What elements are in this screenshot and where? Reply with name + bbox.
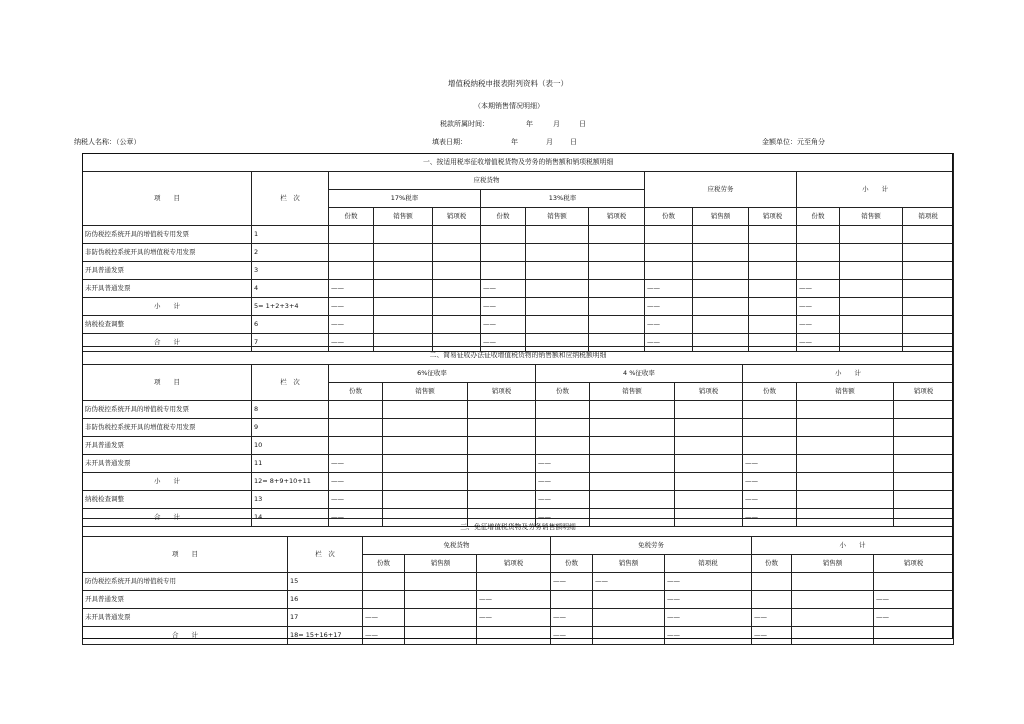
section2-subcol-header: 销项税: [894, 383, 954, 401]
dash-cell: ——: [329, 455, 383, 473]
dash-cell: ——: [797, 298, 840, 316]
row-lanci: 7: [252, 334, 329, 352]
dash-cell: ——: [645, 316, 693, 334]
row-lanci: 3: [252, 262, 329, 280]
input-cell[interactable]: [797, 455, 894, 473]
input-cell[interactable]: [749, 298, 797, 316]
row-lanci: 6: [252, 316, 329, 334]
section1-subcol-header: 销售额: [693, 208, 749, 226]
input-cell[interactable]: [645, 262, 693, 280]
section3-col-lanci: 栏 次: [288, 537, 363, 573]
section1-rate13: 13%税率: [481, 190, 645, 208]
section3-subcol-header: 份数: [752, 555, 792, 573]
input-cell[interactable]: [329, 419, 383, 437]
row-item-label: 合 计: [83, 509, 252, 527]
row-item-label: 防伪税控系统开具的增值税专用发票: [83, 401, 252, 419]
table-row: [83, 401, 954, 419]
form-title: 增值税纳税申报表附列资料（表一）: [448, 79, 568, 88]
dash-cell: ——: [797, 280, 840, 298]
section1-subcol-header: 销项税: [589, 208, 645, 226]
section2-subcol-header: 销售额: [797, 383, 894, 401]
row-item-label: 防伪税控系统开具的增值税专用: [83, 573, 288, 591]
input-cell[interactable]: [329, 401, 383, 419]
dash-cell: ——: [481, 298, 526, 316]
period-year: 年: [526, 120, 533, 128]
row-item-label: 纳税检查调整: [83, 491, 252, 509]
table-row: [83, 627, 954, 645]
input-cell[interactable]: [590, 473, 675, 491]
dash-cell: ——: [536, 491, 590, 509]
input-cell[interactable]: [363, 591, 405, 609]
dash-cell: ——: [593, 573, 665, 591]
table-row: [83, 455, 954, 473]
section1-title: 一、按适用税率征收增值税货物及劳务的销售额和销项税额明细: [83, 154, 954, 172]
input-cell[interactable]: [645, 226, 693, 244]
row-item-label: 未开具普通发票: [83, 455, 252, 473]
input-cell[interactable]: [675, 419, 743, 437]
row-lanci: 8: [252, 401, 329, 419]
input-cell[interactable]: [749, 280, 797, 298]
section1-subcol-header: 销售额: [526, 208, 589, 226]
input-cell[interactable]: [383, 437, 468, 455]
input-cell[interactable]: [329, 226, 374, 244]
input-cell[interactable]: [749, 316, 797, 334]
input-cell[interactable]: [589, 244, 645, 262]
dash-cell: ——: [329, 334, 374, 352]
dash-cell: ——: [329, 491, 383, 509]
input-cell[interactable]: [675, 491, 743, 509]
row-item-label: 未开具普通发票: [83, 280, 252, 298]
row-item-label: 防伪税控系统开具的增值税专用发票: [83, 226, 252, 244]
input-cell[interactable]: [590, 455, 675, 473]
section1-subcol-header: 销项税: [903, 208, 954, 226]
input-cell[interactable]: [481, 244, 526, 262]
input-cell[interactable]: [797, 491, 894, 509]
dash-cell: ——: [743, 491, 797, 509]
table-row: [83, 316, 954, 334]
input-cell[interactable]: [894, 401, 954, 419]
row-lanci: 1: [252, 226, 329, 244]
input-cell[interactable]: [693, 226, 749, 244]
input-cell[interactable]: [693, 262, 749, 280]
row-item-label: 合 计: [83, 334, 252, 352]
section1-subcol-header: 销售额: [840, 208, 903, 226]
input-cell[interactable]: [433, 280, 481, 298]
dash-cell: ——: [329, 298, 374, 316]
section3-subcol-header: 销售额: [792, 555, 874, 573]
input-cell[interactable]: [589, 226, 645, 244]
row-lanci: 12= 8+9+10+11: [252, 473, 329, 491]
input-cell[interactable]: [752, 591, 792, 609]
dash-cell: ——: [329, 280, 374, 298]
section1-subcol-header: 销项税: [749, 208, 797, 226]
input-cell[interactable]: [874, 573, 954, 591]
input-cell[interactable]: [749, 226, 797, 244]
section2-subtotal-head: 小 计: [743, 365, 954, 383]
input-cell[interactable]: [468, 491, 536, 509]
input-cell[interactable]: [526, 262, 589, 280]
dash-cell: ——: [645, 280, 693, 298]
input-cell[interactable]: [329, 437, 383, 455]
row-lanci: 11: [252, 455, 329, 473]
section2-col-lanci: 栏 次: [252, 365, 329, 401]
input-cell[interactable]: [526, 280, 589, 298]
row-item-label: 开具普通发票: [83, 591, 288, 609]
input-cell[interactable]: [874, 627, 954, 645]
section2-subcol-header: 销售额: [590, 383, 675, 401]
dash-cell: ——: [536, 509, 590, 527]
table-row: [83, 280, 954, 298]
dash-cell: ——: [665, 591, 752, 609]
period-month: 月: [553, 120, 560, 128]
dash-cell: ——: [477, 609, 551, 627]
input-cell[interactable]: [903, 226, 954, 244]
input-cell[interactable]: [797, 437, 894, 455]
input-cell[interactable]: [590, 437, 675, 455]
section1-subcol-header: 销售额: [374, 208, 433, 226]
input-cell[interactable]: [405, 627, 477, 645]
input-cell[interactable]: [593, 591, 665, 609]
table-row: [83, 244, 954, 262]
input-cell[interactable]: [383, 419, 468, 437]
input-cell[interactable]: [433, 298, 481, 316]
input-cell[interactable]: [433, 226, 481, 244]
taxpayer-label: 纳税人名称：（公章）: [74, 138, 141, 146]
form-subtitle: （本期销售情况明细）: [474, 102, 544, 110]
input-cell[interactable]: [433, 316, 481, 334]
dash-cell: ——: [797, 316, 840, 334]
input-cell[interactable]: [383, 401, 468, 419]
section2-subcol-header: 销售额: [383, 383, 468, 401]
input-cell[interactable]: [481, 226, 526, 244]
dash-cell: ——: [665, 609, 752, 627]
input-cell[interactable]: [797, 473, 894, 491]
input-cell[interactable]: [743, 437, 797, 455]
section3-subtotal-head: 小 计: [752, 537, 954, 555]
dash-cell: ——: [481, 334, 526, 352]
section2-subcol-header: 销项税: [468, 383, 536, 401]
section1-subcol-header: 份数: [329, 208, 374, 226]
section3-title: 三、免征增值税货物及劳务销售额明细: [83, 519, 954, 537]
section2-subcol-header: 销项税: [675, 383, 743, 401]
section2-rate6: 6%征收率: [329, 365, 536, 383]
dash-cell: ——: [329, 473, 383, 491]
dash-cell: ——: [665, 573, 752, 591]
input-cell[interactable]: [903, 244, 954, 262]
row-item-label: 未开具普通发票: [83, 609, 288, 627]
input-cell[interactable]: [693, 316, 749, 334]
fill-year: 年: [511, 138, 518, 146]
input-cell[interactable]: [743, 401, 797, 419]
input-cell[interactable]: [792, 609, 874, 627]
row-item-label: 非防伪税控系统开具的增值税专用发票: [83, 244, 252, 262]
section2-subcol-header: 份数: [329, 383, 383, 401]
dash-cell: ——: [797, 334, 840, 352]
table-row: [83, 298, 954, 316]
dash-cell: ——: [645, 334, 693, 352]
row-lanci: 13: [252, 491, 329, 509]
input-cell[interactable]: [468, 437, 536, 455]
fill-day: 日: [570, 138, 577, 146]
input-cell[interactable]: [589, 280, 645, 298]
input-cell[interactable]: [433, 262, 481, 280]
input-cell[interactable]: [797, 226, 840, 244]
table-row: [83, 437, 954, 455]
input-cell[interactable]: [903, 298, 954, 316]
unit-label: 金额单位：元至角分: [762, 138, 825, 146]
dash-cell: ——: [743, 455, 797, 473]
section2-subcol-header: 份数: [536, 383, 590, 401]
input-cell[interactable]: [405, 609, 477, 627]
row-lanci: 18= 15+16+17: [288, 627, 363, 645]
dash-cell: ——: [536, 455, 590, 473]
input-cell[interactable]: [752, 573, 792, 591]
section2-table: [82, 346, 954, 527]
dash-cell: ——: [551, 627, 593, 645]
input-cell[interactable]: [526, 316, 589, 334]
input-cell[interactable]: [840, 298, 903, 316]
input-cell[interactable]: [329, 262, 374, 280]
input-cell[interactable]: [383, 455, 468, 473]
dash-cell: ——: [363, 627, 405, 645]
input-cell[interactable]: [903, 262, 954, 280]
dash-cell: ——: [551, 609, 593, 627]
input-cell[interactable]: [645, 244, 693, 262]
dash-cell: ——: [743, 509, 797, 527]
input-cell[interactable]: [693, 298, 749, 316]
input-cell[interactable]: [903, 316, 954, 334]
input-cell[interactable]: [405, 591, 477, 609]
input-cell[interactable]: [374, 280, 433, 298]
input-cell[interactable]: [749, 262, 797, 280]
input-cell[interactable]: [593, 627, 665, 645]
dash-cell: ——: [481, 280, 526, 298]
input-cell[interactable]: [894, 491, 954, 509]
section2-subcol-header: 份数: [743, 383, 797, 401]
section3-subcol-header: 销售额: [593, 555, 665, 573]
input-cell[interactable]: [797, 419, 894, 437]
section3-subcol-header: 销售额: [405, 555, 477, 573]
input-cell[interactable]: [792, 573, 874, 591]
input-cell[interactable]: [374, 226, 433, 244]
section3-subcol-header: 销项税: [665, 555, 752, 573]
input-cell[interactable]: [693, 244, 749, 262]
table-row: [83, 226, 954, 244]
input-cell[interactable]: [468, 401, 536, 419]
fill-month: 月: [546, 138, 553, 146]
dash-cell: ——: [665, 627, 752, 645]
section3-table: [82, 518, 954, 645]
table-row: [83, 419, 954, 437]
row-item-label: 合 计: [83, 627, 288, 645]
row-item-label: 开具普通发票: [83, 262, 252, 280]
section1-subcol-header: 份数: [797, 208, 840, 226]
section3-subcol-header: 销项税: [874, 555, 954, 573]
dash-cell: ——: [752, 609, 792, 627]
input-cell[interactable]: [593, 609, 665, 627]
section1-col-lanci: 栏 次: [252, 172, 329, 226]
input-cell[interactable]: [675, 401, 743, 419]
input-cell[interactable]: [468, 473, 536, 491]
dash-cell: ——: [551, 573, 593, 591]
input-cell[interactable]: [526, 298, 589, 316]
row-lanci: 10: [252, 437, 329, 455]
section1-table: [82, 153, 954, 352]
section3-exempt-services: 免税劳务: [551, 537, 752, 555]
input-cell[interactable]: [589, 316, 645, 334]
input-cell[interactable]: [792, 591, 874, 609]
section3-col-item: 项 目: [83, 537, 288, 573]
input-cell[interactable]: [590, 491, 675, 509]
input-cell[interactable]: [675, 437, 743, 455]
row-item-label: 纳税检查调整: [83, 316, 252, 334]
row-item-label: 非防伪税控系统开具的增值税专用发票: [83, 419, 252, 437]
input-cell[interactable]: [797, 401, 894, 419]
input-cell[interactable]: [894, 473, 954, 491]
section2-col-item: 项 目: [83, 365, 252, 401]
input-cell[interactable]: [551, 591, 593, 609]
dash-cell: ——: [329, 509, 383, 527]
input-cell[interactable]: [526, 244, 589, 262]
input-cell[interactable]: [792, 627, 874, 645]
section1-subcol-header: 销项税: [433, 208, 481, 226]
table-row: [83, 591, 954, 609]
section3-subcol-header: 销项税: [477, 555, 551, 573]
dash-cell: ——: [743, 473, 797, 491]
input-cell[interactable]: [797, 262, 840, 280]
input-cell[interactable]: [894, 437, 954, 455]
row-lanci: 9: [252, 419, 329, 437]
row-lanci: 2: [252, 244, 329, 262]
input-cell[interactable]: [590, 401, 675, 419]
input-cell[interactable]: [840, 262, 903, 280]
dash-cell: ——: [752, 627, 792, 645]
input-cell[interactable]: [675, 455, 743, 473]
dash-cell: ——: [329, 316, 374, 334]
table-row: [83, 262, 954, 280]
section3-subcol-header: 份数: [363, 555, 405, 573]
dash-cell: ——: [645, 298, 693, 316]
input-cell[interactable]: [589, 298, 645, 316]
input-cell[interactable]: [374, 244, 433, 262]
dash-cell: ——: [363, 609, 405, 627]
dash-cell: ——: [536, 473, 590, 491]
fill-date-label: 填表日期：: [432, 138, 467, 146]
input-cell[interactable]: [481, 262, 526, 280]
input-cell[interactable]: [363, 573, 405, 591]
row-lanci: 16: [288, 591, 363, 609]
input-cell[interactable]: [840, 316, 903, 334]
input-cell[interactable]: [903, 280, 954, 298]
row-lanci: 14: [252, 509, 329, 527]
input-cell[interactable]: [477, 573, 551, 591]
input-cell[interactable]: [894, 455, 954, 473]
section1-subcol-header: 份数: [481, 208, 526, 226]
section1-goods-head: 应税货物: [329, 172, 645, 190]
input-cell[interactable]: [589, 262, 645, 280]
table-row: [83, 491, 954, 509]
input-cell[interactable]: [433, 244, 481, 262]
section1-subtotal-head: 小 计: [797, 172, 954, 208]
section1-subcol-header: 份数: [645, 208, 693, 226]
input-cell[interactable]: [383, 473, 468, 491]
input-cell[interactable]: [590, 419, 675, 437]
input-cell[interactable]: [536, 419, 590, 437]
input-cell[interactable]: [840, 244, 903, 262]
input-cell[interactable]: [526, 226, 589, 244]
row-item-label: 小 计: [83, 298, 252, 316]
section1-col-item: 项 目: [83, 172, 252, 226]
input-cell[interactable]: [840, 280, 903, 298]
row-item-label: 开具普通发票: [83, 437, 252, 455]
dash-cell: ——: [481, 316, 526, 334]
input-cell[interactable]: [374, 316, 433, 334]
input-cell[interactable]: [405, 573, 477, 591]
section3-exempt-goods: 免税货物: [363, 537, 551, 555]
table-row: [83, 473, 954, 491]
section1-services-head: 应税劳务: [645, 172, 797, 208]
row-item-label: 小 计: [83, 473, 252, 491]
row-lanci: 4: [252, 280, 329, 298]
input-cell[interactable]: [477, 627, 551, 645]
section3-subcol-header: 份数: [551, 555, 593, 573]
input-cell[interactable]: [329, 244, 374, 262]
input-cell[interactable]: [536, 401, 590, 419]
input-cell[interactable]: [374, 262, 433, 280]
dash-cell: ——: [874, 609, 954, 627]
table-row: [83, 609, 954, 627]
input-cell[interactable]: [894, 419, 954, 437]
input-cell[interactable]: [536, 437, 590, 455]
input-cell[interactable]: [749, 244, 797, 262]
input-cell[interactable]: [383, 491, 468, 509]
input-cell[interactable]: [840, 226, 903, 244]
input-cell[interactable]: [468, 455, 536, 473]
period-label: 税款所属时间：: [440, 120, 489, 128]
section2-rate4: 4 %征收率: [536, 365, 743, 383]
section1-rate17: 17%税率: [329, 190, 481, 208]
row-lanci: 5= 1+2+3+4: [252, 298, 329, 316]
dash-cell: ——: [874, 591, 954, 609]
input-cell[interactable]: [797, 244, 840, 262]
row-lanci: 17: [288, 609, 363, 627]
table-row: [83, 573, 954, 591]
dash-cell: ——: [477, 591, 551, 609]
input-cell[interactable]: [468, 419, 536, 437]
input-cell[interactable]: [693, 280, 749, 298]
period-day: 日: [579, 120, 586, 128]
section2-title: 二、简易征收办法征收增值税货物的销售额和应纳税额明细: [83, 347, 954, 365]
input-cell[interactable]: [675, 473, 743, 491]
input-cell[interactable]: [743, 419, 797, 437]
input-cell[interactable]: [374, 298, 433, 316]
row-lanci: 15: [288, 573, 363, 591]
